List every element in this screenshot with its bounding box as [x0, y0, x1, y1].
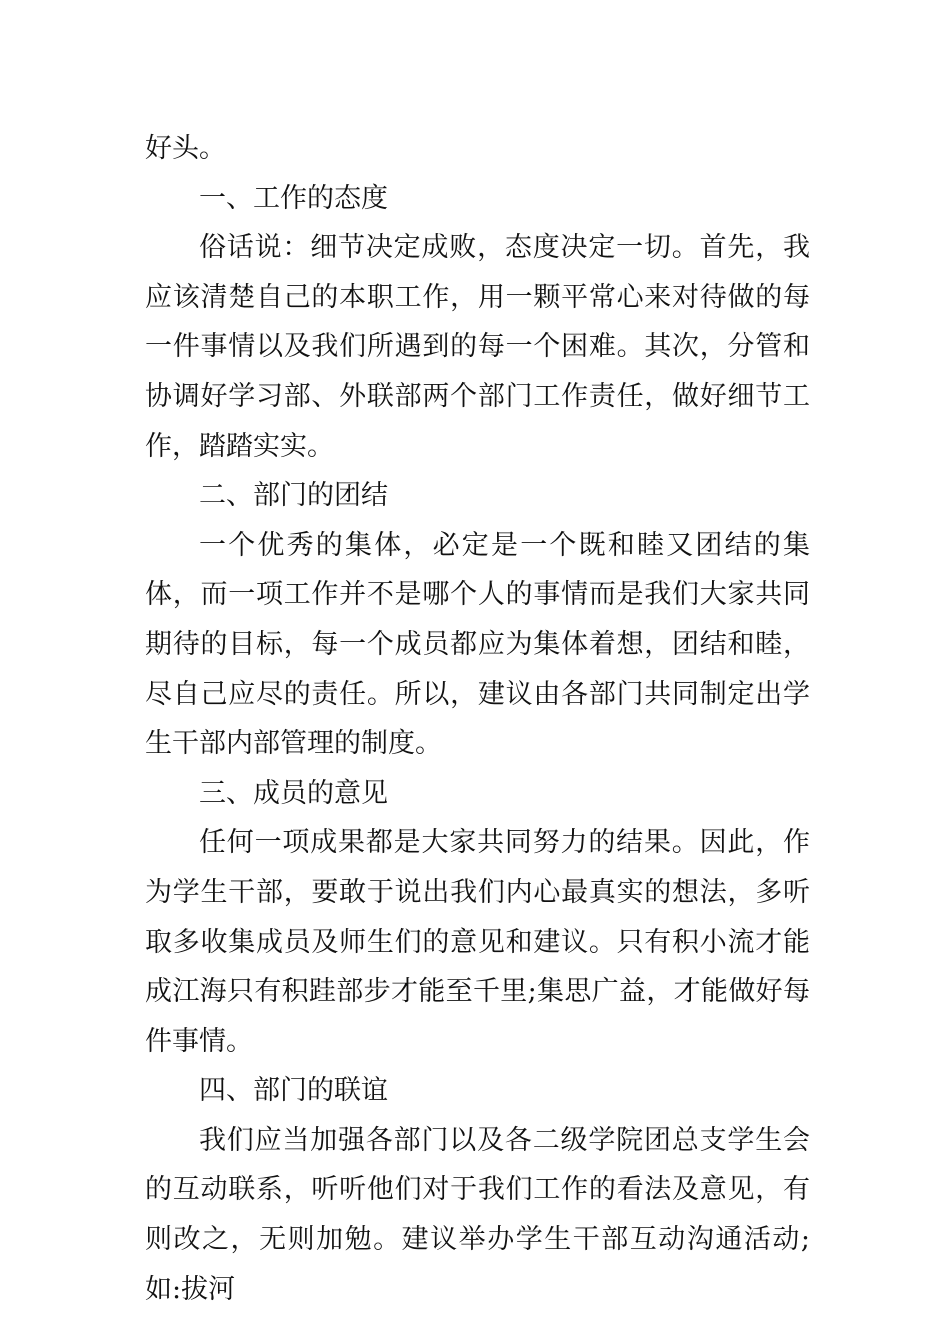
paragraph-department-liaison: 我们应当加强各部门以及各二级学院团总支学生会的互动联系，听听他们对于我们工作的看法及意见，有则改之，无则加勉。建议举办学生干部互动沟通活动;如:拔河	[145, 1124, 810, 1305]
paragraph-continuation: 好头。	[145, 133, 226, 164]
paragraph-department-unity: 一个优秀的集体，必定是一个既和睦又团结的集体，而一项工作并不是哪个人的事情而是我们大家共同期待的目标，每一个成员都应为集体着想，团结和睦，尽自己应尽的责任。所以，建议由各部门共同制定出学生干部内部管理的制度。	[145, 529, 810, 760]
paragraph-member-opinions: 任何一项成果都是大家共同努力的结果。因此，作为学生干部，要敢于说出我们内心最真实的想法，多听取多收集成员及师生们的意见和建议。只有积小流才能成江海只有积跬部步才能至千里;集思广益，才能做好每件事情。	[145, 827, 810, 1057]
paragraph-work-attitude: 俗话说：细节决定成败，态度决定一切。首先，我应该清楚自己的本职工作，用一颗平常心来对待做的每一件事情以及我们所遇到的每一个困难。其次，分管和协调好学习部、外联部两个部门工作责任，做好细节工作，踏踏实实。	[145, 232, 810, 462]
section-heading-work-attitude: 一、工作的态度	[199, 182, 388, 214]
section-heading-department-liaison: 四、部门的联谊	[199, 1075, 388, 1107]
document-body	[145, 124, 810, 1314]
section-heading-member-opinions: 三、成员的意见	[199, 777, 388, 809]
section-heading-department-unity: 二、部门的团结	[199, 480, 388, 512]
